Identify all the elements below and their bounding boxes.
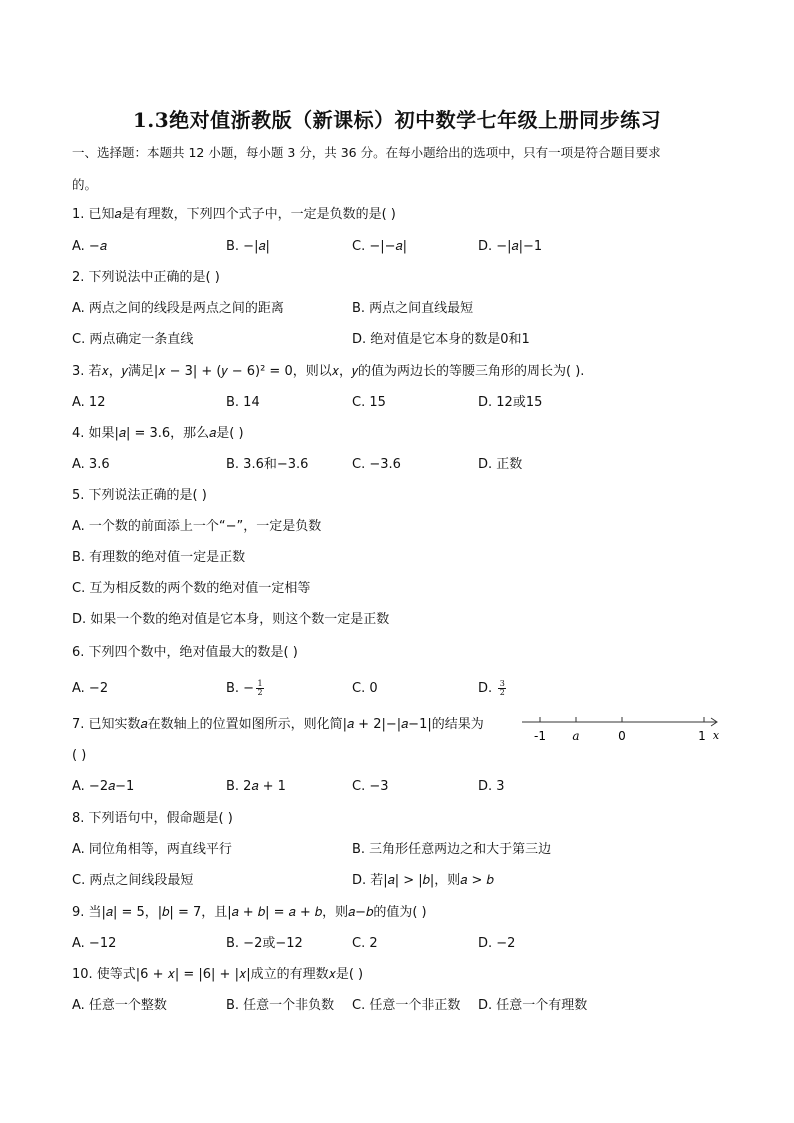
question-8-option-c[interactable]: C. 两点之间线段最短 xyxy=(72,873,194,888)
question-3-option-b[interactable]: B. 14 xyxy=(226,395,260,410)
question-2-stem: 2. 下列说法中正确的是( ) xyxy=(72,270,220,285)
question-7-option-a[interactable]: A. −2𝑎−1 xyxy=(72,779,135,794)
question-4-option-d[interactable]: D. 正数 xyxy=(478,457,523,472)
question-6-option-a[interactable]: A. −2 xyxy=(72,681,109,696)
label-one: 1 xyxy=(698,729,706,743)
question-9-option-b[interactable]: B. −2或−12 xyxy=(226,936,303,951)
fraction-denominator: 2 xyxy=(499,688,505,697)
fraction-numerator: 3 xyxy=(499,679,505,688)
question-3-option-d[interactable]: D. 12或15 xyxy=(478,395,543,410)
question-2-option-d[interactable]: D. 绝对值是它本身的数是0和1 xyxy=(352,332,530,347)
question-4-stem: 4. 如果|𝑎| = 3.6，那么𝑎是( ) xyxy=(72,426,244,441)
question-8-option-d[interactable]: D. 若|𝑎| > |𝑏|，则𝑎 > 𝑏 xyxy=(352,873,494,888)
question-4-option-a[interactable]: A. 3.6 xyxy=(72,457,110,472)
question-2-option-a[interactable]: A. 两点之间的线段是两点之间的距离 xyxy=(72,301,284,316)
question-6-option-c[interactable]: C. 0 xyxy=(352,681,378,696)
option-b-label: B. − xyxy=(226,681,255,696)
page-title: 1.3绝对值浙教版（新课标）初中数学七年级上册同步练习 xyxy=(132,108,662,132)
instructions-line-1: 一、选择题：本题共 12 小题，每小题 3 分，共 36 分。在每小题给出的选项中，只有一项是符合题目要求 xyxy=(72,145,661,160)
label-minus-one: -1 xyxy=(534,729,546,743)
question-7-stem-continued: ( ) xyxy=(72,748,87,763)
label-a: 𝑎 xyxy=(572,729,580,743)
question-10-option-a[interactable]: A. 任意一个整数 xyxy=(72,998,167,1013)
question-8-option-a[interactable]: A. 同位角相等，两直线平行 xyxy=(72,842,232,857)
question-10-option-c[interactable]: C. 任意一个非正数 xyxy=(352,998,461,1013)
question-10-stem: 10. 使等式|6 + 𝑥| = |6| + |𝑥|成立的有理数𝑥是( ) xyxy=(72,967,364,982)
question-1-option-b[interactable]: B. −|𝑎| xyxy=(226,239,270,254)
question-5-option-b[interactable]: B. 有理数的绝对值一定是正数 xyxy=(72,550,246,565)
question-9-option-c[interactable]: C. 2 xyxy=(352,936,378,951)
fraction-three-halves xyxy=(498,680,506,697)
question-9-option-a[interactable]: A. −12 xyxy=(72,936,117,951)
option-d-label: D. xyxy=(478,681,497,696)
question-8-option-b[interactable]: B. 三角形任意两边之和大于第三边 xyxy=(352,842,552,857)
question-6-option-b[interactable] xyxy=(226,679,264,699)
question-2-option-b[interactable]: B. 两点之间直线最短 xyxy=(352,301,474,316)
question-4-option-c[interactable]: C. −3.6 xyxy=(352,457,401,472)
question-6-stem: 6. 下列四个数中，绝对值最大的数是( ) xyxy=(72,645,298,660)
number-line-figure xyxy=(520,712,725,746)
question-4-option-b[interactable]: B. 3.6和−3.6 xyxy=(226,457,309,472)
question-6-option-d[interactable] xyxy=(478,679,506,699)
question-5-option-c[interactable]: C. 互为相反数的两个数的绝对值一定相等 xyxy=(72,581,311,596)
fraction-one-half xyxy=(256,680,264,697)
question-10-option-d[interactable]: D. 任意一个有理数 xyxy=(478,998,588,1013)
question-3-option-a[interactable]: A. 12 xyxy=(72,395,106,410)
question-2-option-c[interactable]: C. 两点确定一条直线 xyxy=(72,332,194,347)
question-1-option-c[interactable]: C. −|−𝑎| xyxy=(352,239,407,254)
fraction-numerator: 1 xyxy=(257,679,263,688)
question-7-option-d[interactable]: D. 3 xyxy=(478,779,505,794)
question-7-stem: 7. 已知实数𝑎在数轴上的位置如图所示，则化简|𝑎 + 2|−|𝑎−1|的结果为 xyxy=(72,717,484,732)
question-5-stem: 5. 下列说法正确的是( ) xyxy=(72,488,207,503)
question-5-option-a[interactable]: A. 一个数的前面添上一个“−”，一定是负数 xyxy=(72,519,322,534)
question-10-option-b[interactable]: B. 任意一个非负数 xyxy=(226,998,335,1013)
question-7-option-b[interactable]: B. 2𝑎 + 1 xyxy=(226,779,286,794)
question-1-stem: 1. 已知𝑎是有理数，下列四个式子中，一定是负数的是( ) xyxy=(72,207,396,222)
fraction-denominator: 2 xyxy=(257,688,263,697)
instructions-line-2: 的。 xyxy=(72,177,98,192)
label-x: 𝑥 xyxy=(712,729,720,742)
question-1-option-a[interactable]: A. −𝑎 xyxy=(72,239,107,254)
question-9-option-d[interactable]: D. −2 xyxy=(478,936,516,951)
question-3-option-c[interactable]: C. 15 xyxy=(352,395,386,410)
label-zero: 0 xyxy=(618,729,626,743)
question-1-option-d[interactable]: D. −|𝑎|−1 xyxy=(478,239,543,254)
question-9-stem: 9. 当|𝑎| = 5，|𝑏| = 7，且|𝑎 + 𝑏| = 𝑎 + 𝑏，则𝑎−𝑏的值为( ) xyxy=(72,905,427,920)
question-7-option-c[interactable]: C. −3 xyxy=(352,779,389,794)
question-3-stem: 3. 若𝑥，𝑦满足|𝑥 − 3| + (𝑦 − 6)² = 0，则以𝑥，𝑦的值为两边长的等腰三角形的周长为( ). xyxy=(72,364,585,379)
question-5-option-d[interactable]: D. 如果一个数的绝对值是它本身，则这个数一定是正数 xyxy=(72,612,390,627)
question-8-stem: 8. 下列语句中，假命题是( ) xyxy=(72,811,233,826)
